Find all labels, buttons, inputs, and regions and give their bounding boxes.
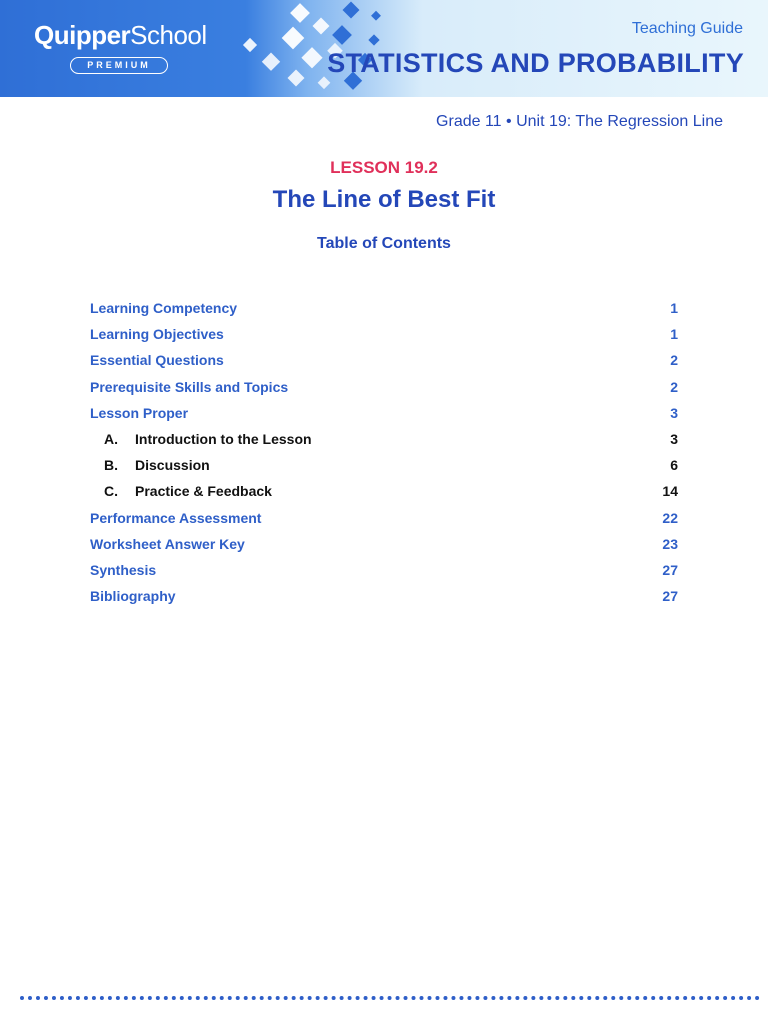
toc-subentry-practice-feedback[interactable]	[90, 481, 678, 507]
footer-dotted-divider	[20, 996, 760, 1000]
toc-subentry-discussion[interactable]	[90, 455, 678, 481]
toc-entry-label: Learning Objectives	[90, 326, 224, 343]
toc-subentry-marker: C.	[104, 483, 118, 500]
toc-entry-page: 1	[670, 326, 678, 343]
toc-entry-label: Essential Questions	[90, 352, 224, 369]
toc-entry-bibliography[interactable]	[90, 586, 678, 612]
toc-entry-label: Synthesis	[90, 561, 157, 578]
subject-title: STATISTICS AND PROBABILITY	[327, 48, 744, 78]
premium-badge: PREMIUM	[70, 57, 168, 74]
lesson-number: LESSON 19.2	[330, 158, 438, 177]
toc-entry-page: 2	[670, 378, 678, 395]
brand-logo	[34, 20, 207, 51]
toc-entry-learning-competency[interactable]	[90, 298, 678, 324]
toc-entry-label: Discussion	[135, 457, 210, 474]
teaching-guide-label: Teaching Guide	[631, 20, 743, 37]
toc-entry-page: 1	[670, 300, 678, 316]
toc-entry-page: 14	[662, 483, 678, 500]
toc-entry-label: Practice & Feedback	[135, 483, 272, 500]
toc-entry-prerequisite-skills[interactable]	[90, 377, 678, 403]
toc-entry-page: 27	[662, 588, 678, 605]
toc-entry-label: Prerequisite Skills and Topics	[90, 378, 289, 395]
toc-entry-learning-objectives[interactable]	[90, 324, 678, 350]
toc-subentry-marker: B.	[104, 457, 118, 474]
toc-entry-label: Bibliography	[90, 588, 176, 605]
toc-entry-label: Performance Assessment	[90, 509, 262, 526]
toc-entry-page: 3	[670, 430, 678, 447]
brand-name-bold: Quipper	[34, 20, 131, 50]
toc-entry-lesson-proper[interactable]	[90, 403, 678, 429]
toc-subentry-marker: A.	[104, 430, 118, 447]
toc-entry-page: 27	[662, 561, 678, 578]
lesson-title: The Line of Best Fit	[272, 186, 496, 213]
toc-entry-label: Worksheet Answer Key	[90, 535, 245, 552]
toc-entry-label: Lesson Proper	[90, 404, 189, 421]
toc-heading: Table of Contents	[317, 235, 451, 252]
toc-entry-page: 22	[662, 509, 678, 526]
toc-entry-page: 23	[662, 535, 678, 552]
toc-entry-page: 3	[670, 404, 678, 421]
toc-entry-synthesis[interactable]	[90, 560, 678, 586]
toc-entry-page: 6	[670, 457, 678, 474]
toc-entry-essential-questions[interactable]	[90, 350, 678, 376]
grade-unit-line: Grade 11 • Unit 19: The Regression Line	[436, 113, 723, 130]
toc-entry-label: Learning Competency	[90, 300, 238, 316]
toc-entry-worksheet-answer-key[interactable]	[90, 534, 678, 560]
table-of-contents	[90, 298, 678, 612]
toc-entry-page: 2	[670, 352, 678, 369]
toc-entry-label: Introduction to the Lesson	[135, 430, 312, 447]
page-header	[0, 0, 768, 97]
toc-subentry-introduction[interactable]	[90, 429, 678, 455]
brand-name-light: School	[130, 20, 207, 50]
toc-entry-performance-assessment[interactable]	[90, 508, 678, 534]
